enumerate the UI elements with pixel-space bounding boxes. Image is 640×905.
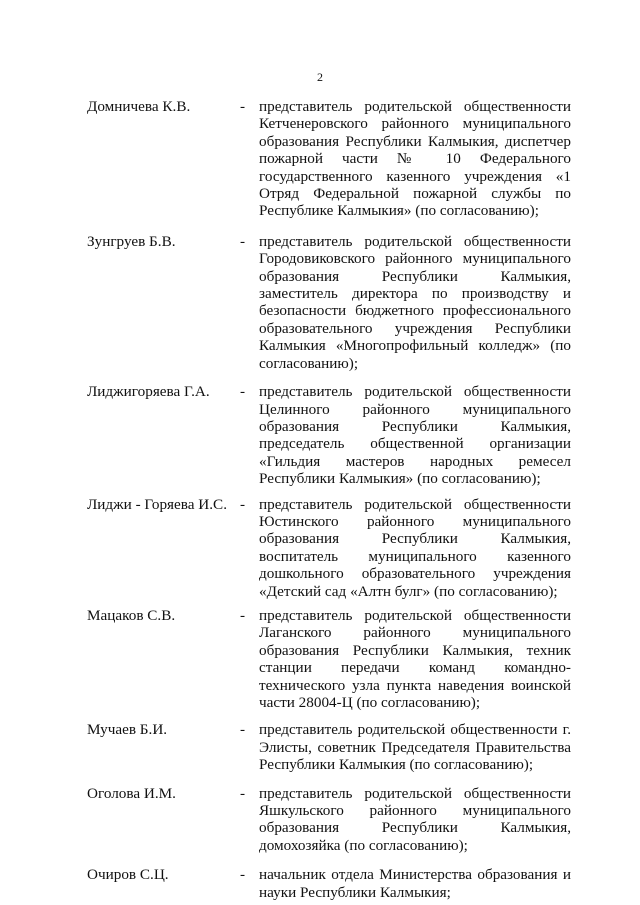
member-name: Лиджигоряева Г.А.	[87, 383, 210, 401]
list-item	[87, 721, 587, 773]
separator-dash: -	[240, 232, 246, 250]
member-list	[87, 98, 587, 901]
member-name: Домничева К.В.	[87, 98, 191, 115]
list-item	[87, 785, 587, 855]
list-item	[87, 607, 587, 711]
separator-dash: -	[240, 383, 246, 401]
list-item	[87, 233, 587, 372]
member-description: представитель родительской общественности Яшкульского районного муниципального образования Республики Калмыкия, домохозяйка (по согласованию);	[259, 784, 571, 854]
member-name: Мацаков С.В.	[87, 606, 176, 624]
separator-dash: -	[240, 606, 246, 624]
member-name: Мучаев Б.И.	[87, 721, 168, 739]
member-description: представитель родительской общественности Целинного районного муниципального образования Республики Калмыкия, председатель общественной организации «Гильдия мастеров народных ремесел Республики Калмыкия» (по согласованию);	[259, 383, 571, 488]
separator-dash: -	[240, 784, 246, 802]
separator-dash: -	[240, 98, 246, 115]
member-name: Лиджи - Горяева И.С.	[87, 495, 227, 513]
member-description: представитель родительской общественности Городовиковского районного муниципального образования Республики Калмыкия, заместитель директора по производству и безопасности бюджетного профессионального образовательного учреждения Республики Калмыкия «Многопрофильный колледж» (по согласованию);	[259, 232, 571, 372]
member-name: Оголова И.М.	[87, 784, 176, 802]
member-description: представитель родительской общественности Лаганского районного муниципального образования Республики Калмыкия, техник станции передачи команд командно-технического узла пункта наведения воинской части 28004-Ц (по согласованию);	[259, 606, 571, 711]
separator-dash: -	[240, 866, 246, 884]
member-name: Зунгруев Б.В.	[87, 232, 176, 250]
separator-dash: -	[240, 495, 246, 513]
member-description: начальник отдела Министерства образования и науки Республики Калмыкия;	[259, 866, 571, 901]
list-item	[87, 98, 587, 220]
member-description: представитель родительской общественности г. Элисты, советник Председателя Правительства Республики Калмыкия (по согласованию);	[259, 721, 571, 774]
member-name: Очиров С.Ц.	[87, 866, 169, 884]
member-description: представитель родительской общественности Кетченеровского районного муниципального образования Республики Калмыкия, диспетчер пожарной части № 10 Федерального государственного казенного учреждения «1 Отряд Федеральной пожарной службы по Республике Калмыкия» (по согласованию);	[259, 98, 571, 220]
separator-dash: -	[240, 721, 246, 739]
list-item	[87, 866, 587, 901]
page-number: 2	[317, 70, 323, 84]
list-item	[87, 383, 587, 487]
member-description: представитель родительской общественности Юстинского районного муниципального образования Республики Калмыкия, воспитатель муниципального казенного дошкольного образовательного учреждения «Детский сад «Алтн булг» (по согласованию);	[259, 495, 571, 600]
list-item	[87, 496, 587, 600]
